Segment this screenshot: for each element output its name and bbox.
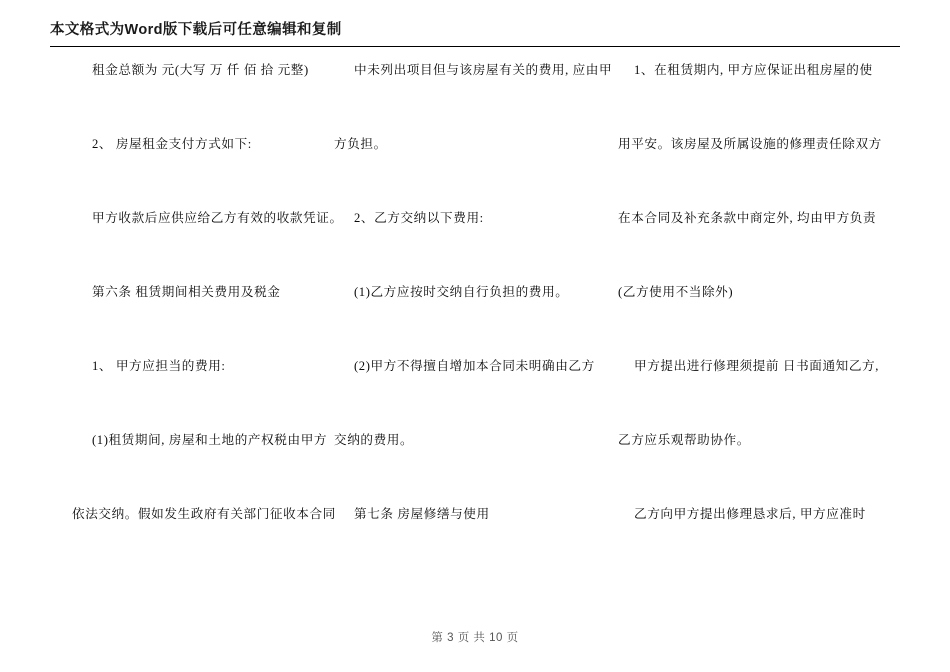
- text-line: (1)乙方应按时交纳自行负担的费用。: [354, 285, 569, 299]
- page-indicator: 第 3 页 共 10 页: [431, 632, 519, 644]
- text-line: 1、 甲方应担当的费用:: [92, 359, 226, 373]
- text-line: 中未列出项目但与该房屋有关的费用, 应由甲: [354, 63, 613, 77]
- text-column-right: [618, 62, 902, 580]
- text-line: (乙方使用不当除外): [618, 285, 734, 299]
- document-footer: [0, 628, 950, 646]
- text-line: 2、乙方交纳以下费用:: [354, 211, 484, 225]
- text-line: 乙方应乐观帮助协作。: [618, 433, 750, 447]
- text-line: 甲方提出进行修理须提前 日书面通知乙方,: [634, 359, 879, 373]
- text-line: 用平安。该房屋及所属设施的修理责任除双方: [618, 137, 882, 151]
- document-header: [0, 0, 950, 55]
- text-line: 1、在租赁期内, 甲方应保证出租房屋的使: [634, 63, 873, 77]
- text-line: 第七条 房屋修缮与使用: [354, 507, 490, 521]
- text-line: 乙方向甲方提出修理恳求后, 甲方应准时: [634, 507, 866, 521]
- text-line: 方负担。: [334, 137, 387, 151]
- text-line: 甲方收款后应供应给乙方有效的收款凭证。: [92, 211, 343, 225]
- text-line: (1)租赁期间, 房屋和土地的产权税由甲方: [92, 433, 328, 447]
- text-line: 在本合同及补充条款中商定外, 均由甲方负责: [618, 211, 877, 225]
- text-line: 第六条 租赁期间相关费用及税金: [92, 285, 281, 299]
- text-column-left: [50, 62, 343, 580]
- text-line: (2)甲方不得擅自增加本合同未明确由乙方: [354, 359, 595, 373]
- header-divider: [50, 46, 900, 47]
- document-columns: [50, 62, 904, 580]
- header-notice: 本文格式为Word版下载后可任意编辑和复制: [50, 22, 342, 38]
- text-line: 交纳的费用。: [334, 433, 414, 447]
- text-column-middle: [334, 62, 618, 580]
- text-line: 依法交纳。假如发生政府有关部门征收本合同: [72, 507, 336, 521]
- text-line: 2、 房屋租金支付方式如下:: [92, 137, 252, 151]
- text-line: 租金总额为 元(大写 万 仟 佰 拾 元整): [92, 63, 309, 77]
